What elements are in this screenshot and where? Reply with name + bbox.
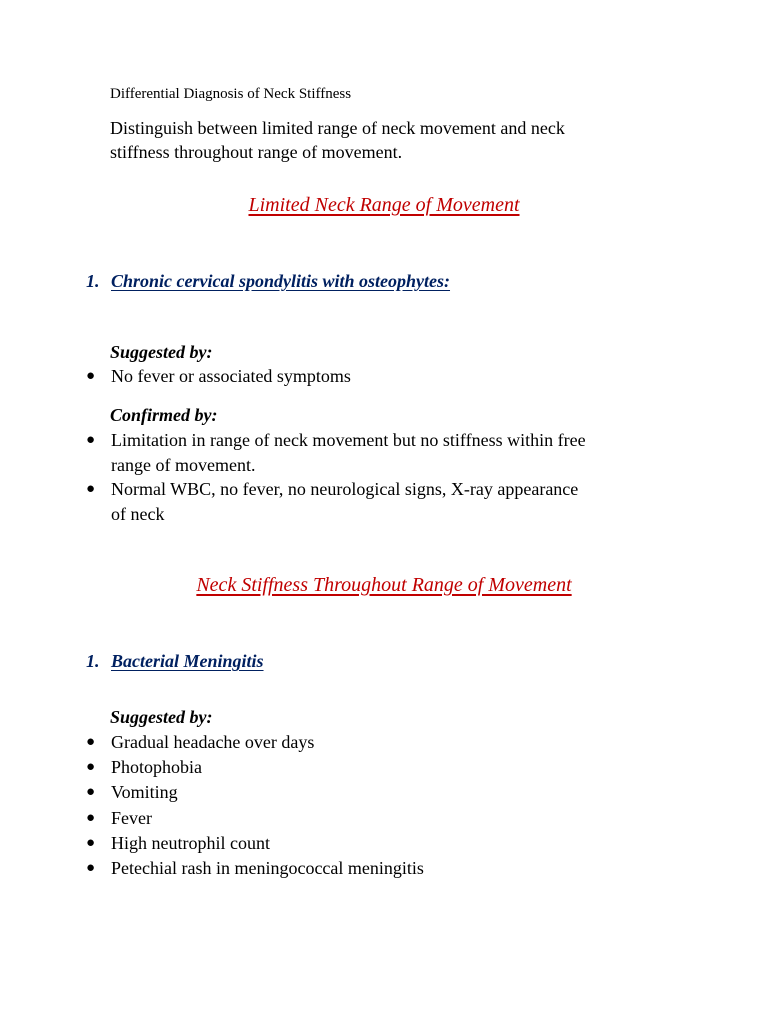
list-item bbox=[86, 831, 681, 856]
list-item bbox=[86, 856, 681, 881]
bullet-icon: ● bbox=[86, 809, 96, 826]
document-title: Differential Diagnosis of Neck Stiffness bbox=[110, 86, 352, 102]
list-item-text: range of movement. bbox=[111, 454, 256, 475]
confirmed-by-label: Confirmed by: bbox=[110, 405, 218, 425]
bullet-icon: ● bbox=[86, 784, 96, 801]
list-item-text: Limitation in range of neck movement but no stiffness within free bbox=[111, 430, 586, 450]
list-item-text: Photophobia bbox=[111, 757, 203, 778]
bullet-icon: ● bbox=[86, 734, 96, 750]
list-item bbox=[86, 806, 681, 831]
bullet-icon: ● bbox=[86, 368, 96, 384]
list-number: 1. bbox=[86, 651, 100, 671]
list-item-text: Vomiting bbox=[111, 782, 178, 803]
suggested-by-label: Suggested by: bbox=[110, 342, 213, 362]
section-heading-limited-range: Limited Neck Range of Movement bbox=[248, 194, 520, 216]
intro-line: Distinguish between limited range of neck movement and neck bbox=[110, 118, 565, 138]
list-item-text: Gradual headache over days bbox=[111, 732, 315, 752]
list-item bbox=[86, 428, 681, 477]
bullet-icon: ● bbox=[86, 860, 96, 877]
list-item bbox=[86, 364, 681, 389]
confirmed-by-list bbox=[86, 428, 681, 526]
numbered-heading-spondylitis bbox=[0, 271, 768, 295]
list-item-text: of neck bbox=[111, 503, 165, 524]
bullet-icon: ● bbox=[86, 834, 96, 851]
list-item-text: Normal WBC, no fever, no neurological signs, X-ray appearance bbox=[111, 479, 579, 499]
list-item-text: No fever or associated symptoms bbox=[111, 366, 351, 386]
suggested-by-list bbox=[86, 364, 681, 389]
bullet-icon: ● bbox=[86, 759, 96, 776]
list-item-text: Fever bbox=[111, 807, 152, 828]
bullet-icon: ● bbox=[86, 481, 96, 497]
condition-title: Chronic cervical spondylitis with osteophytes: bbox=[111, 271, 451, 291]
numbered-heading-meningitis bbox=[0, 651, 768, 675]
list-item bbox=[86, 780, 681, 805]
meningitis-suggested-list bbox=[86, 730, 681, 881]
list-item bbox=[86, 477, 681, 526]
list-item-text: Petechial rash in meningococcal meningitis bbox=[111, 858, 424, 879]
list-number: 1. bbox=[86, 271, 100, 291]
suggested-by-label: Suggested by: bbox=[110, 707, 213, 727]
section-heading-stiffness-throughout: Neck Stiffness Throughout Range of Movement bbox=[196, 574, 572, 596]
condition-title: Bacterial Meningitis bbox=[111, 651, 264, 671]
list-item bbox=[86, 755, 681, 780]
list-item-text: High neutrophil count bbox=[111, 832, 270, 853]
intro-paragraph bbox=[110, 116, 565, 164]
intro-line: stiffness throughout range of movement. bbox=[110, 142, 403, 162]
list-item bbox=[86, 730, 681, 755]
bullet-icon: ● bbox=[86, 432, 96, 448]
